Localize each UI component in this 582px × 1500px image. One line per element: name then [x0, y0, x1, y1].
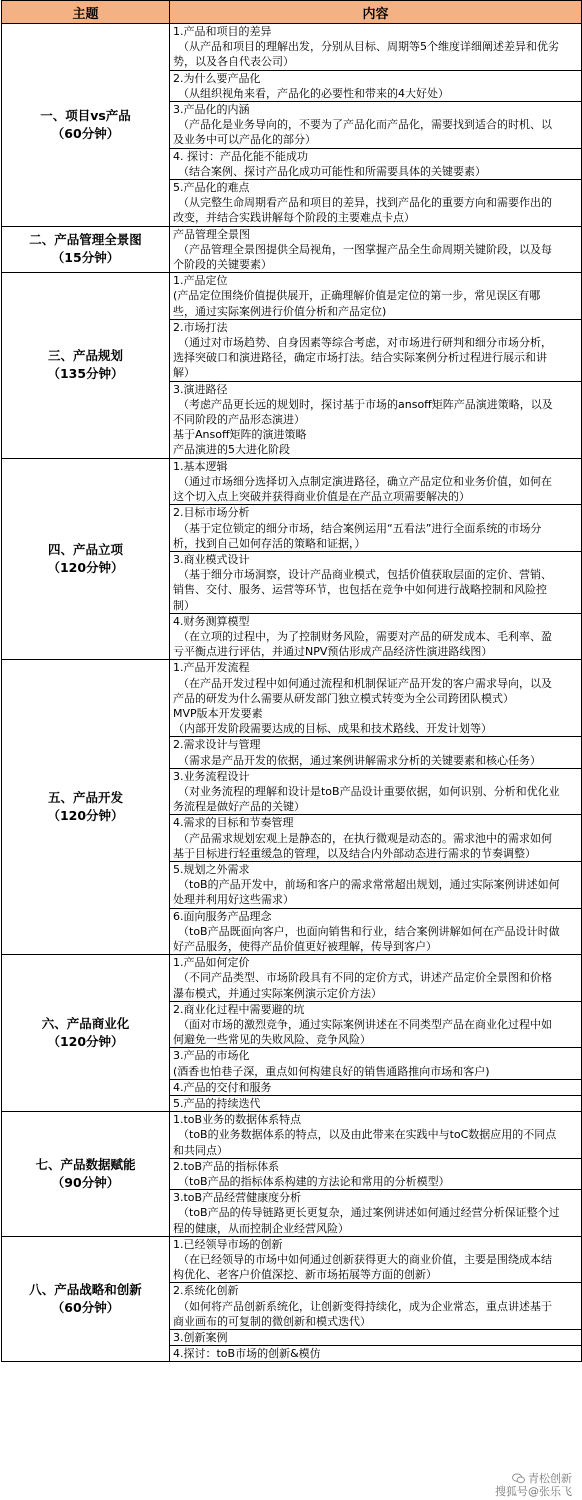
- item-heading: 3.产品的市场化: [173, 1049, 250, 1063]
- item-text: 势，以及各自代表公司）: [173, 55, 294, 69]
- content-item: [170, 552, 581, 614]
- section-row: [2, 660, 582, 955]
- watermark-line2: 搜狐号@张乐飞: [495, 1485, 572, 1498]
- item-heading: 2.市场打法: [173, 320, 228, 334]
- content-item: [170, 1112, 581, 1159]
- watermark-line1: 青松创新: [528, 1472, 572, 1485]
- item-text: （产品需求规划宏观上是静态的，在执行微观是动态的。需求池中的需求如何: [178, 831, 552, 845]
- item-heading: 1.产品和项目的差异: [173, 25, 272, 38]
- content-item: [170, 180, 581, 226]
- section-content: [170, 955, 582, 1112]
- section-title: 五、产品开发: [47, 790, 123, 806]
- item-text: （toB产品的传导链路更长更复杂，通过案例讲述如何通过经营分析保证整个过: [178, 1206, 560, 1220]
- item-text: （结合案例、探讨产品化成功可能性和所需要具体的关键要素）: [178, 164, 486, 178]
- item-heading: 3.toB产品经营健康度分析: [173, 1191, 302, 1205]
- item-text: MVP版本开发要素: [173, 706, 263, 720]
- item-heading: 3.演进路径: [173, 382, 228, 396]
- content-item: [170, 227, 581, 273]
- section-topic: [2, 1236, 170, 1362]
- content-item: [170, 505, 581, 552]
- item-text: 析，找到自己如何存活的策略和证据，）: [173, 536, 366, 550]
- section-topic: [2, 955, 170, 1112]
- item-heading: 2.系统化创新: [173, 1284, 239, 1298]
- section-duration: （120分钟）: [47, 1034, 124, 1050]
- section-content: [170, 1236, 582, 1362]
- item-text: （从组织视角来看，产品化的必要性和带来的4大好处）: [178, 86, 449, 100]
- content-item: [170, 1048, 581, 1079]
- content-item: [170, 273, 581, 320]
- section-duration: （60分钟）: [51, 1300, 120, 1316]
- item-text: （产品化是业务导向的，不要为了产品化而产品化，需要找到适合的时机、以: [178, 118, 552, 132]
- item-text: （考虑产品更长远的规划时，探讨基于市场的ansoff矩阵产品演进策略，以及: [178, 397, 553, 411]
- item-text: 改变，并结合实践讲解每个阶段的主要难点卡点）: [173, 211, 415, 225]
- content-item: [170, 815, 581, 862]
- item-heading: 1.产品如何定价: [173, 956, 250, 970]
- content-item: [170, 149, 581, 180]
- section-topic: [2, 1112, 170, 1237]
- item-text: （从产品和项目的理解出发，分别从目标、周期等5个维度详细阐述差异和优劣: [178, 40, 559, 54]
- item-text: （toB的业务数据体系的特点，以及由此带来在实践中与toC数据应用的不同点: [178, 1128, 557, 1142]
- header-content: 内容: [170, 1, 582, 24]
- item-heading: 3.创新案例: [173, 1331, 228, 1345]
- wechat-icon: [512, 1473, 525, 1484]
- item-text: 务流程是做好产品的关键）: [173, 800, 305, 814]
- item-text: （通过市场细分选择切入点制定演进路径，确立产品定位和业务价值，如何在: [178, 474, 552, 488]
- item-text: 处理并利用好这些需求）: [173, 893, 294, 907]
- curriculum-table: [1, 0, 582, 1362]
- item-heading: 5.产品的持续迭代: [173, 1097, 261, 1111]
- section-duration: （90分钟）: [51, 1175, 120, 1191]
- item-text: 些，通过实际案例进行价值分析和产品定位): [173, 304, 387, 318]
- item-heading: 3.业务流程设计: [173, 769, 250, 783]
- item-text: 和共同点）: [173, 1143, 228, 1157]
- section-title: 三、产品规划: [47, 348, 123, 364]
- item-text: 构优化、老客户价值深挖、新市场拓展等方面的创新）: [173, 1268, 437, 1282]
- item-text: （通过对市场趋势、自身因素等综合考虑，对市场进行研判和细分市场分析，: [178, 336, 552, 350]
- item-text: （基于细分市场洞察，设计产品商业模式，包括价值获取层面的定价、营销、: [178, 568, 552, 582]
- item-text: 亏平衡点进行评估，并通过NPV预估形成产品经济性演进路线图）: [173, 645, 493, 659]
- item-text: 选择突破口和演进路径，确定市场打法。结合实际案例分析过程进行展示和讲: [173, 351, 547, 365]
- content-item: [170, 737, 581, 768]
- content-item: [170, 24, 581, 71]
- content-item: [170, 1346, 581, 1361]
- item-text: 程的健康，从而控制企业经营风险）: [173, 1221, 349, 1235]
- item-heading: 3.产品化的内涵: [173, 103, 250, 117]
- section-content: [170, 1112, 582, 1237]
- item-text: 基于Ansoff矩阵的演进策略: [173, 428, 307, 442]
- item-heading: 3.商业模式设计: [173, 552, 250, 566]
- item-heading: 2.商业化过程中需要避的坑: [173, 1002, 305, 1016]
- section-duration: （15分钟）: [51, 250, 120, 266]
- section-title: 四、产品立项: [47, 542, 123, 557]
- content-item: [170, 1002, 581, 1049]
- content-item: [170, 614, 581, 660]
- section-row: [2, 273, 582, 458]
- item-text: 产品演进的5大进化阶段: [173, 443, 290, 457]
- section-title: 六、产品商业化: [41, 1016, 130, 1032]
- section-content: [170, 458, 582, 660]
- content-item: [170, 459, 581, 506]
- content-item: [170, 320, 581, 382]
- item-heading: 产品管理全景图: [173, 227, 250, 241]
- item-text: 基于目标进行轻重缓急的管理，以及结合内外部动态进行需求的节奏调整）: [173, 846, 536, 860]
- section-row: [2, 1236, 582, 1362]
- item-text: （面对市场的激烈竞争，通过实际案例讲述在不同类型产品在商业化过程中如: [178, 1018, 552, 1031]
- header-topic: 主题: [2, 1, 170, 24]
- content-item: [170, 1237, 581, 1284]
- content-item: [170, 1096, 581, 1111]
- item-heading: 4.财务测算模型: [173, 614, 250, 628]
- item-text: 解）: [173, 366, 195, 380]
- section-content: [170, 226, 582, 273]
- item-text: （基于定位锁定的细分市场，结合案例运用“五看法”进行全面系统的市场分: [178, 521, 542, 535]
- item-text: (酒香也怕巷子深，重点如何构建良好的销售通路推向市场和客户): [173, 1064, 490, 1078]
- content-item: [170, 382, 581, 458]
- section-title: 一、项目vs产品: [40, 107, 131, 123]
- item-text: （需求是产品开发的依据，通过案例讲解需求分析的关键要素和核心任务）: [178, 753, 541, 767]
- item-heading: 4. 探讨：产品化能不能成功: [173, 149, 308, 163]
- content-item: [170, 660, 581, 737]
- item-heading: 4.探讨：toB市场的创新&模仿: [173, 1347, 321, 1361]
- item-text: （内部开发阶段需要达成的目标、成果和技术路线、开发计划等）: [173, 722, 492, 736]
- item-text: （在产品开发过程中如何通过流程和机制保证产品开发的客户需求导向，以及: [178, 676, 552, 690]
- item-text: （对业务流程的理解和设计是toB产品设计重要依据，如何识别、分析和优化业: [178, 784, 560, 798]
- section-duration: （120分钟）: [47, 560, 124, 575]
- item-text: 好产品服务，使得产品价值更好被理解，传导到客户）: [173, 939, 437, 953]
- section-row: [2, 458, 582, 660]
- item-text: 商业画布的可复制的微创新和模式迭代）: [173, 1314, 371, 1328]
- item-text: （在立项的过程中，为了控制财务风险，需要对产品的研发成本、毛利率、盈: [178, 629, 552, 643]
- content-item: [170, 909, 581, 955]
- section-topic: [2, 660, 170, 955]
- section-row: [2, 226, 582, 273]
- section-topic: [2, 24, 170, 227]
- item-heading: 6.面向服务产品理念: [173, 909, 272, 923]
- content-item: [170, 1190, 581, 1236]
- content-item: [170, 1080, 581, 1096]
- section-duration: （60分钟）: [51, 125, 120, 141]
- item-heading: 1.产品开发流程: [173, 661, 250, 675]
- section-row: [2, 955, 582, 1112]
- content-item: [170, 769, 581, 816]
- section-topic: [2, 273, 170, 458]
- section-content: [170, 273, 582, 458]
- item-heading: 5.产品化的难点: [173, 181, 250, 195]
- item-heading: 1.产品定位: [173, 274, 228, 288]
- section-topic: [2, 458, 170, 660]
- content-item: [170, 1330, 581, 1346]
- item-text: （toB产品既面向客户，也面向销售和行业，结合案例讲解如何在产品设计时做: [178, 924, 560, 938]
- item-heading: 4.产品的交付和服务: [173, 1080, 272, 1094]
- item-heading: 4.需求的目标和节奏管理: [173, 816, 294, 830]
- section-content: [170, 660, 582, 955]
- header-row: [2, 1, 582, 24]
- item-heading: 2.需求设计与管理: [173, 738, 261, 752]
- item-text: （toB的产品开发中，前场和客户的需求常常超出规划，通过实际案例讲述如何: [178, 878, 560, 892]
- item-text: 产品的研发为什么需要从研发部门独立模式转变为全公司跨团队模式）: [173, 691, 514, 705]
- section-title: 七、产品数据赋能: [35, 1157, 136, 1173]
- item-heading: 2.toB产品的指标体系: [173, 1159, 280, 1173]
- item-heading: 5.规划之外需求: [173, 862, 250, 876]
- section-topic: [2, 226, 170, 273]
- item-text: (产品定位围绕价值提供展开，正确理解价值是定位的第一步，常见误区有哪: [173, 289, 541, 303]
- item-text: 制）: [173, 598, 195, 612]
- section-duration: （135分钟）: [47, 366, 124, 382]
- section-title: 二、产品管理全景图: [29, 232, 142, 248]
- content-item: [170, 862, 581, 909]
- section-row: [2, 1112, 582, 1237]
- content-item: [170, 102, 581, 149]
- item-text: 何避免一些常见的失败风险、竞争风险）: [173, 1033, 371, 1047]
- item-heading: 2.为什么要产品化: [173, 71, 261, 85]
- section-duration: （120分钟）: [47, 808, 124, 824]
- item-text: 瀑布模式，并通过实际案例演示定价方法）: [173, 986, 382, 1000]
- item-text: （产品管理全景图提供全局视角，一图掌握产品全生命周期关键阶段，以及每: [178, 242, 552, 256]
- item-text: 及业务中可以产品化的部分）: [173, 133, 316, 147]
- watermark: [495, 1472, 572, 1498]
- item-text: 销售、交付、服务、运营等环节，也包括在竞争中如何进行战略控制和风险控: [173, 583, 547, 597]
- item-heading: 1.已经领导市场的创新: [173, 1237, 283, 1251]
- item-heading: 1.toB业务的数据体系特点: [173, 1113, 302, 1127]
- item-text: （不同产品类型、市场阶段具有不同的定价方式，讲述产品定价全景图和价格: [178, 971, 552, 985]
- item-heading: 2.目标市场分析: [173, 506, 250, 520]
- item-text: 不同阶段的产品形态演进）: [173, 413, 305, 427]
- section-title: 八、产品战略和创新: [29, 1282, 142, 1298]
- content-item: [170, 1283, 581, 1330]
- content-item: [170, 71, 581, 102]
- item-text: 个阶段的关键要素）: [173, 258, 272, 272]
- content-item: [170, 1159, 581, 1190]
- item-text: 这个切入点上突破并获得商业价值是在产品立项需要解决的）: [173, 490, 470, 504]
- content-item: [170, 955, 581, 1002]
- item-text: （从完整生命周期看产品和项目的差异，找到产品化的重要方向和需要作出的: [178, 196, 552, 210]
- section-row: [2, 24, 582, 227]
- item-heading: 1.基本逻辑: [173, 459, 228, 473]
- section-content: [170, 24, 582, 227]
- item-text: （toB产品的指标体系构建的方法论和常用的分析模型）: [178, 1175, 450, 1189]
- item-text: （如何将产品创新系统化，让创新变得持续化，成为企业常态，重点讲述基于: [178, 1299, 552, 1313]
- item-text: （在已经领导的市场中如何通过创新获得更大的商业价值，主要是围绕成本结: [178, 1253, 552, 1267]
